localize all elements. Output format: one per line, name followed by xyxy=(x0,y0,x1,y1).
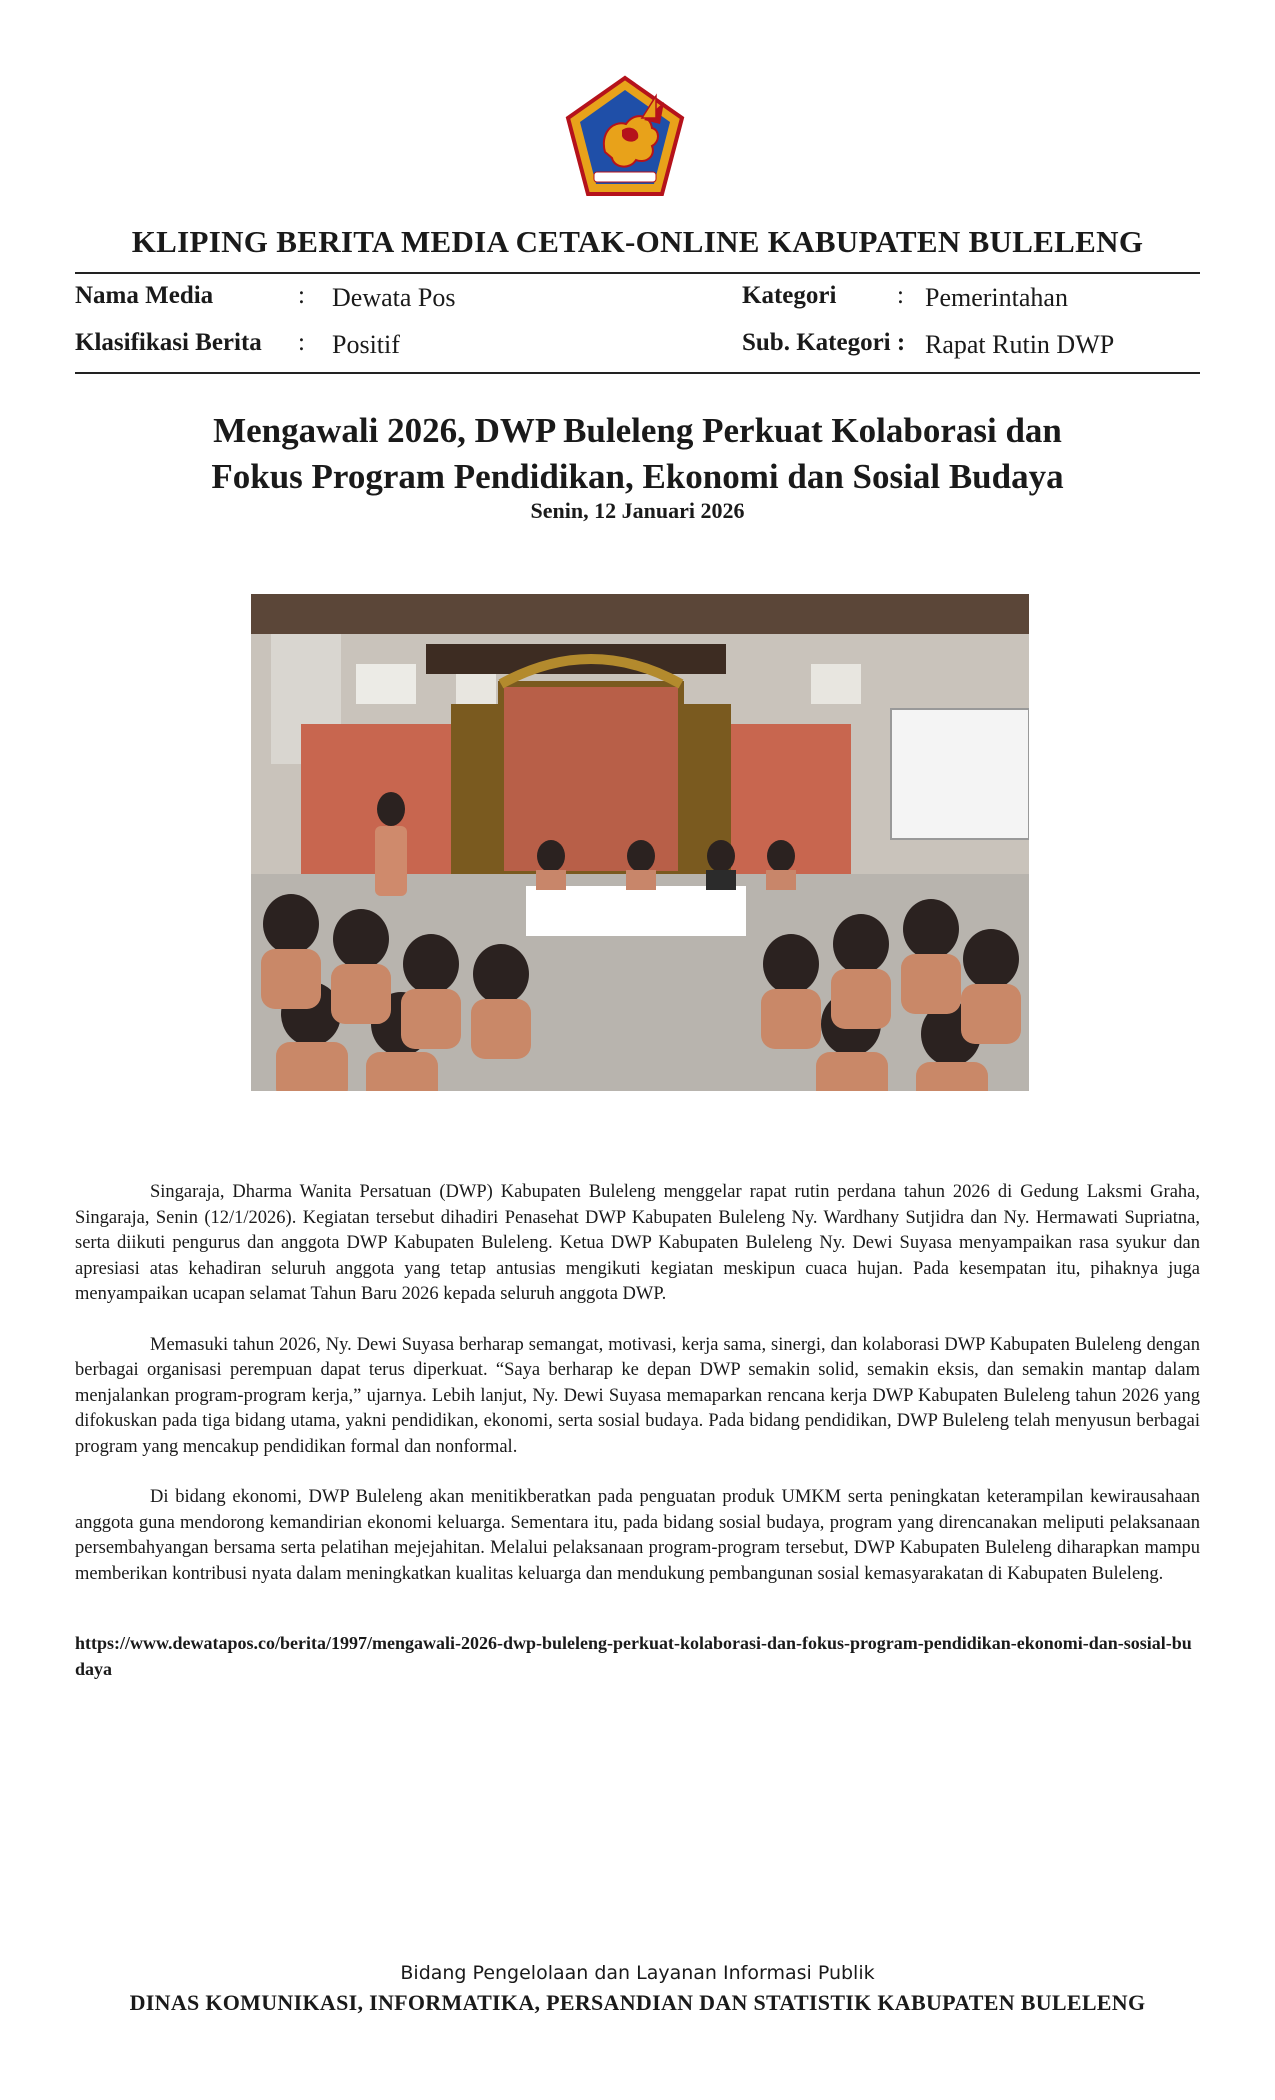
article-paragraph-2: Memasuki tahun 2026, Ny. Dewi Suyasa berharap semangat, motivasi, kerja sama, sinergi, dan kolaborasi DWP Kabupaten Buleleng dengan berbagai organisasi perempuan dapat terus diperkuat. “Saya berharap ke depan DWP semakin solid, semakin eksis, dan semakin mantap dalam menjalankan program-program kerja,” ujarnya. Lebih lanjut, Ny. Dewi Suyasa memaparkan rencana kerja DWP Kabupaten Buleleng tahun 2026 yang difokuskan pada tiga bidang utama, yakni pendidikan, ekonomi, serta sosial budaya. Pada bidang pendidikan, DWP Buleleng telah menyusun berbagai program yang mencakup pendidikan formal dan nonformal. xyxy=(75,1334,1200,1457)
nama-media-value: Dewata Pos xyxy=(332,283,456,312)
kategori-label: Kategori xyxy=(742,282,837,309)
header-divider-bottom xyxy=(75,372,1200,374)
nama-media-colon: : xyxy=(298,282,305,309)
article-paragraph-1: Singaraja, Dharma Wanita Persatuan (DWP) Kabupaten Buleleng menggelar rapat rutin perdana tahun 2026 di Gedung Laksmi Graha, Singaraja, Senin (12/1/2026). Kegiatan tersebut dihadiri Penasehat DWP Kabupaten Buleleng Ny. Wardhany Sutjidra dan Ny. Hermawati Supriatna, serta diikuti pengurus dan anggota DWP Kabupaten Buleleng. Ketua DWP Kabupaten Buleleng Ny. Dewi Suyasa menyampaikan rasa syukur dan apresiasi atas kehadiran seluruh anggota yang tetap antusias mengikuti kegiatan meskipun cuaca hujan. Pada kesempatan itu, pihaknya juga menyampaikan ucapan selamat Tahun Baru 2026 kepada seluruh anggota DWP. xyxy=(75,1182,1200,1304)
header-divider-top xyxy=(75,272,1200,274)
article-body xyxy=(75,1180,1200,1612)
nama-media-label: Nama Media xyxy=(75,282,214,309)
article-title xyxy=(75,408,1200,500)
article-title-line2: Fokus Program Pendidikan, Ekonomi dan Sosial Budaya xyxy=(211,457,1064,496)
sub-kategori-value: Rapat Rutin DWP xyxy=(925,330,1115,359)
klasifikasi-colon: : xyxy=(298,329,305,356)
kategori-value: Pemerintahan xyxy=(925,283,1068,312)
footer-subtitle: Bidang Pengelolaan dan Layanan Informasi Publik xyxy=(400,1962,875,1984)
document-header-title: KLIPING BERITA MEDIA CETAK-ONLINE KABUPATEN BULELENG xyxy=(131,224,1144,259)
sub-kategori-label: Sub. Kategori : xyxy=(742,329,906,356)
klasifikasi-value: Positif xyxy=(332,330,400,359)
article-title-line1: Mengawali 2026, DWP Buleleng Perkuat Kolaborasi dan xyxy=(213,411,1062,450)
article-photo xyxy=(251,594,1029,1091)
singa-ambara-raja-emblem-icon xyxy=(560,72,690,202)
source-link[interactable]: https://www.dewatapos.co/berita/1997/mengawali-2026-dwp-buleleng-perkuat-kolaborasi-dan-fokus-program-pendidikan-ekonomi-dan-sosial-budaya xyxy=(75,1633,1192,1679)
article-date: Senin, 12 Januari 2026 xyxy=(530,498,745,523)
article-paragraph-3: Di bidang ekonomi, DWP Buleleng akan menitikberatkan pada penguatan produk UMKM serta peningkatan keterampilan kewirausahaan anggota guna mendorong kemandirian ekonomi keluarga. Sementara itu, pada bidang sosial budaya, program yang direncanakan meliputi pelaksanaan persembahyangan bersama serta pelatihan mejejahitan. Melalui pelaksanaan program-program tersebut, DWP Kabupaten Buleleng diharapkan mampu memberikan kontribusi nyata dalam meningkatkan kualitas keluarga dan mendukung pembangunan sosial kemasyarakatan di Kabupaten Buleleng. xyxy=(75,1487,1200,1584)
klasifikasi-label: Klasifikasi Berita xyxy=(75,329,262,356)
kategori-colon: : xyxy=(897,282,904,309)
footer-title: DINAS KOMUNIKASI, INFORMATIKA, PERSANDIAN DAN STATISTIK KABUPATEN BULELENG xyxy=(129,1990,1146,2015)
